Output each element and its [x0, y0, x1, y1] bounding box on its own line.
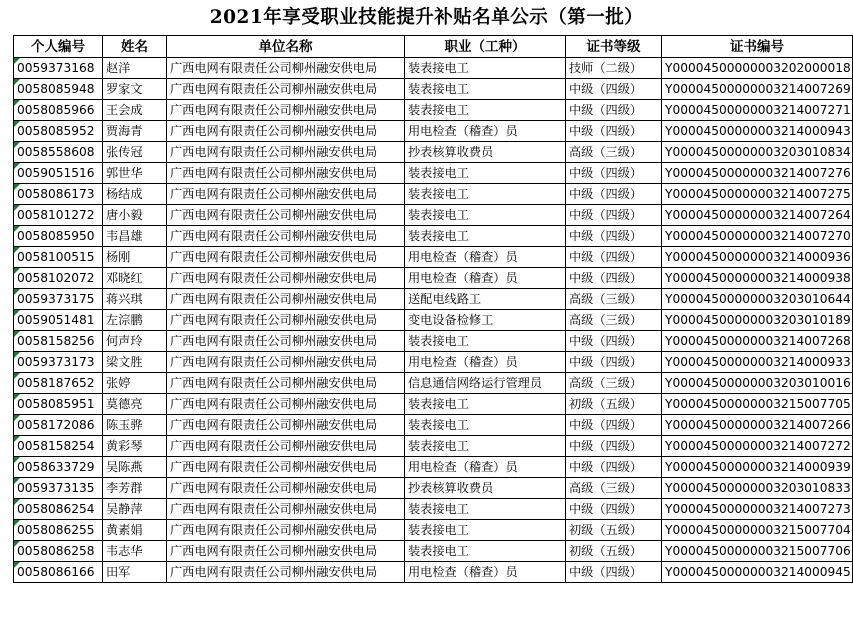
cert-number-cell: Y00004500000003214000939 — [662, 457, 853, 478]
name-cell: 陈玉骅 — [103, 415, 167, 436]
cert-number-cell: Y00004500000003214000936 — [662, 247, 853, 268]
cert-number-cell: Y00004500000003203010644 — [662, 289, 853, 310]
name-cell: 左淙鹏 — [103, 310, 167, 331]
cert-number-cell: Y00004500000003203010834 — [662, 142, 853, 163]
occupation-cell: 用电检查（稽查）员 — [405, 268, 566, 289]
table-row — [14, 310, 853, 331]
personal-id-cell: 0059373135 — [14, 478, 103, 499]
cert-level-cell: 中级（四级） — [566, 226, 662, 247]
table-row — [14, 163, 853, 184]
personal-id-cell: 0058085966 — [14, 100, 103, 121]
occupation-cell: 装表接电工 — [405, 541, 566, 562]
occupation-cell: 装表接电工 — [405, 436, 566, 457]
employer-cell: 广西电网有限责任公司柳州融安供电局 — [167, 520, 405, 541]
cert-number-cell: Y00004500000003214007271 — [662, 100, 853, 121]
employer-cell: 广西电网有限责任公司柳州融安供电局 — [167, 205, 405, 226]
employer-cell: 广西电网有限责任公司柳州融安供电局 — [167, 541, 405, 562]
name-cell: 韦志华 — [103, 541, 167, 562]
cert-level-cell: 中级（四级） — [566, 415, 662, 436]
cert-level-cell: 中级（四级） — [566, 121, 662, 142]
personal-id-cell: 0058086173 — [14, 184, 103, 205]
cert-number-cell: Y00004500000003214000945 — [662, 562, 853, 583]
table-row — [14, 541, 853, 562]
personal-id-cell: 0058101272 — [14, 205, 103, 226]
cert-level-cell: 中级（四级） — [566, 436, 662, 457]
name-cell: 杨结成 — [103, 184, 167, 205]
personal-id-cell: 0058172086 — [14, 415, 103, 436]
name-cell: 黄彩琴 — [103, 436, 167, 457]
personal-id-cell: 0058086166 — [14, 562, 103, 583]
occupation-cell: 送配电线路工 — [405, 289, 566, 310]
table-row — [14, 415, 853, 436]
occupation-cell: 装表接电工 — [405, 415, 566, 436]
cert-number-cell: Y00004500000003203010189 — [662, 310, 853, 331]
cert-number-cell: Y00004500000003215007706 — [662, 541, 853, 562]
personal-id-cell: 0058187652 — [14, 373, 103, 394]
cert-number-cell: Y00004500000003214007268 — [662, 331, 853, 352]
name-cell: 田军 — [103, 562, 167, 583]
table-row — [14, 436, 853, 457]
cert-level-cell: 初级（五级） — [566, 541, 662, 562]
table-header-row — [14, 36, 853, 58]
cert-number-cell: Y00004500000003202000018 — [662, 58, 853, 79]
cert-level-cell: 高级（三级） — [566, 478, 662, 499]
personal-id-cell: 0058633729 — [14, 457, 103, 478]
cert-level-cell: 技师（二级） — [566, 58, 662, 79]
table-row — [14, 205, 853, 226]
personal-id-cell: 0059051516 — [14, 163, 103, 184]
employer-cell: 广西电网有限责任公司柳州融安供电局 — [167, 163, 405, 184]
cert-level-cell: 高级（三级） — [566, 289, 662, 310]
table-row — [14, 478, 853, 499]
employer-cell: 广西电网有限责任公司柳州融安供电局 — [167, 415, 405, 436]
table-row — [14, 58, 853, 79]
employer-cell: 广西电网有限责任公司柳州融安供电局 — [167, 58, 405, 79]
personal-id-cell: 0059373168 — [14, 58, 103, 79]
cert-number-cell: Y00004500000003214007275 — [662, 184, 853, 205]
header-employer: 单位名称 — [167, 36, 405, 58]
occupation-cell: 装表接电工 — [405, 58, 566, 79]
cert-number-cell: Y00004500000003214000938 — [662, 268, 853, 289]
table-row — [14, 268, 853, 289]
employer-cell: 广西电网有限责任公司柳州融安供电局 — [167, 226, 405, 247]
name-cell: 李芳群 — [103, 478, 167, 499]
employer-cell: 广西电网有限责任公司柳州融安供电局 — [167, 184, 405, 205]
header-cert-level: 证书等级 — [566, 36, 662, 58]
table-row — [14, 562, 853, 583]
employer-cell: 广西电网有限责任公司柳州融安供电局 — [167, 352, 405, 373]
cert-level-cell: 初级（五级） — [566, 394, 662, 415]
cert-level-cell: 中级（四级） — [566, 499, 662, 520]
cert-number-cell: Y00004500000003214000943 — [662, 121, 853, 142]
table-row — [14, 394, 853, 415]
name-cell: 张婷 — [103, 373, 167, 394]
cert-number-cell: Y00004500000003214007272 — [662, 436, 853, 457]
employer-cell: 广西电网有限责任公司柳州融安供电局 — [167, 457, 405, 478]
cert-level-cell: 初级（五级） — [566, 520, 662, 541]
occupation-cell: 装表接电工 — [405, 163, 566, 184]
table-row — [14, 352, 853, 373]
employer-cell: 广西电网有限责任公司柳州融安供电局 — [167, 289, 405, 310]
personal-id-cell: 0058085948 — [14, 79, 103, 100]
cert-level-cell: 中级（四级） — [566, 268, 662, 289]
cert-number-cell: Y00004500000003214007266 — [662, 415, 853, 436]
personal-id-cell: 0059051481 — [14, 310, 103, 331]
cert-number-cell: Y00004500000003214000933 — [662, 352, 853, 373]
table-row — [14, 226, 853, 247]
header-occupation: 职业（工种） — [405, 36, 566, 58]
cert-number-cell: Y00004500000003203010016 — [662, 373, 853, 394]
personal-id-cell: 0058086254 — [14, 499, 103, 520]
name-cell: 邓晓红 — [103, 268, 167, 289]
occupation-cell: 装表接电工 — [405, 184, 566, 205]
table-row — [14, 100, 853, 121]
table-row — [14, 457, 853, 478]
name-cell: 莫德亮 — [103, 394, 167, 415]
table-row — [14, 373, 853, 394]
header-personal-id: 个人编号 — [14, 36, 103, 58]
table-row — [14, 289, 853, 310]
cert-level-cell: 中级（四级） — [566, 100, 662, 121]
cert-level-cell: 中级（四级） — [566, 163, 662, 184]
occupation-cell: 装表接电工 — [405, 520, 566, 541]
document-title: 2021年享受职业技能提升补贴名单公示（第一批） — [209, 7, 644, 28]
cert-number-cell: Y00004500000003214007276 — [662, 163, 853, 184]
cert-number-cell: Y00004500000003215007705 — [662, 394, 853, 415]
cert-level-cell: 中级（四级） — [566, 352, 662, 373]
employer-cell: 广西电网有限责任公司柳州融安供电局 — [167, 79, 405, 100]
occupation-cell: 装表接电工 — [405, 205, 566, 226]
cert-number-cell: Y00004500000003215007704 — [662, 520, 853, 541]
name-cell: 唐小毅 — [103, 205, 167, 226]
employer-cell: 广西电网有限责任公司柳州融安供电局 — [167, 331, 405, 352]
table-row — [14, 121, 853, 142]
occupation-cell: 用电检查（稽查）员 — [405, 562, 566, 583]
employer-cell: 广西电网有限责任公司柳州融安供电局 — [167, 247, 405, 268]
name-cell: 罗家文 — [103, 79, 167, 100]
cert-number-cell: Y00004500000003203010833 — [662, 478, 853, 499]
employer-cell: 广西电网有限责任公司柳州融安供电局 — [167, 268, 405, 289]
cert-number-cell: Y00004500000003214007270 — [662, 226, 853, 247]
cert-level-cell: 中级（四级） — [566, 331, 662, 352]
cert-number-cell: Y00004500000003214007264 — [662, 205, 853, 226]
employer-cell: 广西电网有限责任公司柳州融安供电局 — [167, 142, 405, 163]
occupation-cell: 变电设备检修工 — [405, 310, 566, 331]
personal-id-cell: 0059373173 — [14, 352, 103, 373]
personal-id-cell: 0059373175 — [14, 289, 103, 310]
cert-level-cell: 中级（四级） — [566, 457, 662, 478]
personal-id-cell: 0058085951 — [14, 394, 103, 415]
personal-id-cell: 0058086258 — [14, 541, 103, 562]
table-row — [14, 184, 853, 205]
personal-id-cell: 0058102072 — [14, 268, 103, 289]
occupation-cell: 信息通信网络运行管理员 — [405, 373, 566, 394]
occupation-cell: 抄表核算收费员 — [405, 142, 566, 163]
table-row — [14, 142, 853, 163]
personal-id-cell: 0058085950 — [14, 226, 103, 247]
employer-cell: 广西电网有限责任公司柳州融安供电局 — [167, 499, 405, 520]
employer-cell: 广西电网有限责任公司柳州融安供电局 — [167, 436, 405, 457]
subsidy-list-table — [13, 35, 853, 583]
occupation-cell: 用电检查（稽查）员 — [405, 121, 566, 142]
table-row — [14, 79, 853, 100]
cert-level-cell: 高级（三级） — [566, 373, 662, 394]
name-cell: 何声玲 — [103, 331, 167, 352]
employer-cell: 广西电网有限责任公司柳州融安供电局 — [167, 394, 405, 415]
personal-id-cell: 0058158254 — [14, 436, 103, 457]
cert-level-cell: 中级（四级） — [566, 184, 662, 205]
table-row — [14, 520, 853, 541]
table-row — [14, 247, 853, 268]
table-row — [14, 331, 853, 352]
table-row — [14, 499, 853, 520]
personal-id-cell: 0058086255 — [14, 520, 103, 541]
name-cell: 韦昌雄 — [103, 226, 167, 247]
personal-id-cell: 0058558608 — [14, 142, 103, 163]
occupation-cell: 用电检查（稽查）员 — [405, 352, 566, 373]
cert-level-cell: 中级（四级） — [566, 205, 662, 226]
employer-cell: 广西电网有限责任公司柳州融安供电局 — [167, 310, 405, 331]
employer-cell: 广西电网有限责任公司柳州融安供电局 — [167, 373, 405, 394]
occupation-cell: 装表接电工 — [405, 499, 566, 520]
employer-cell: 广西电网有限责任公司柳州融安供电局 — [167, 478, 405, 499]
occupation-cell: 抄表核算收费员 — [405, 478, 566, 499]
cert-number-cell: Y00004500000003214007273 — [662, 499, 853, 520]
personal-id-cell: 0058085952 — [14, 121, 103, 142]
header-cert-number: 证书编号 — [662, 36, 853, 58]
cert-number-cell: Y00004500000003214007269 — [662, 79, 853, 100]
occupation-cell: 装表接电工 — [405, 394, 566, 415]
employer-cell: 广西电网有限责任公司柳州融安供电局 — [167, 121, 405, 142]
name-cell: 吴陈燕 — [103, 457, 167, 478]
name-cell: 吴静萍 — [103, 499, 167, 520]
cert-level-cell: 中级（四级） — [566, 247, 662, 268]
header-name: 姓名 — [103, 36, 167, 58]
employer-cell: 广西电网有限责任公司柳州融安供电局 — [167, 562, 405, 583]
occupation-cell: 装表接电工 — [405, 79, 566, 100]
occupation-cell: 装表接电工 — [405, 331, 566, 352]
name-cell: 郭世华 — [103, 163, 167, 184]
occupation-cell: 用电检查（稽查）员 — [405, 247, 566, 268]
cert-level-cell: 高级（三级） — [566, 310, 662, 331]
employer-cell: 广西电网有限责任公司柳州融安供电局 — [167, 100, 405, 121]
cert-level-cell: 中级（四级） — [566, 79, 662, 100]
name-cell: 黄素娟 — [103, 520, 167, 541]
occupation-cell: 用电检查（稽查）员 — [405, 457, 566, 478]
name-cell: 王会成 — [103, 100, 167, 121]
personal-id-cell: 0058158256 — [14, 331, 103, 352]
cert-level-cell: 中级（四级） — [566, 562, 662, 583]
name-cell: 蒋兴琪 — [103, 289, 167, 310]
name-cell: 梁文胜 — [103, 352, 167, 373]
name-cell: 张传冠 — [103, 142, 167, 163]
name-cell: 杨刚 — [103, 247, 167, 268]
personal-id-cell: 0058100515 — [14, 247, 103, 268]
cert-level-cell: 高级（三级） — [566, 142, 662, 163]
occupation-cell: 装表接电工 — [405, 100, 566, 121]
occupation-cell: 装表接电工 — [405, 226, 566, 247]
name-cell: 赵洋 — [103, 58, 167, 79]
name-cell: 贾海青 — [103, 121, 167, 142]
